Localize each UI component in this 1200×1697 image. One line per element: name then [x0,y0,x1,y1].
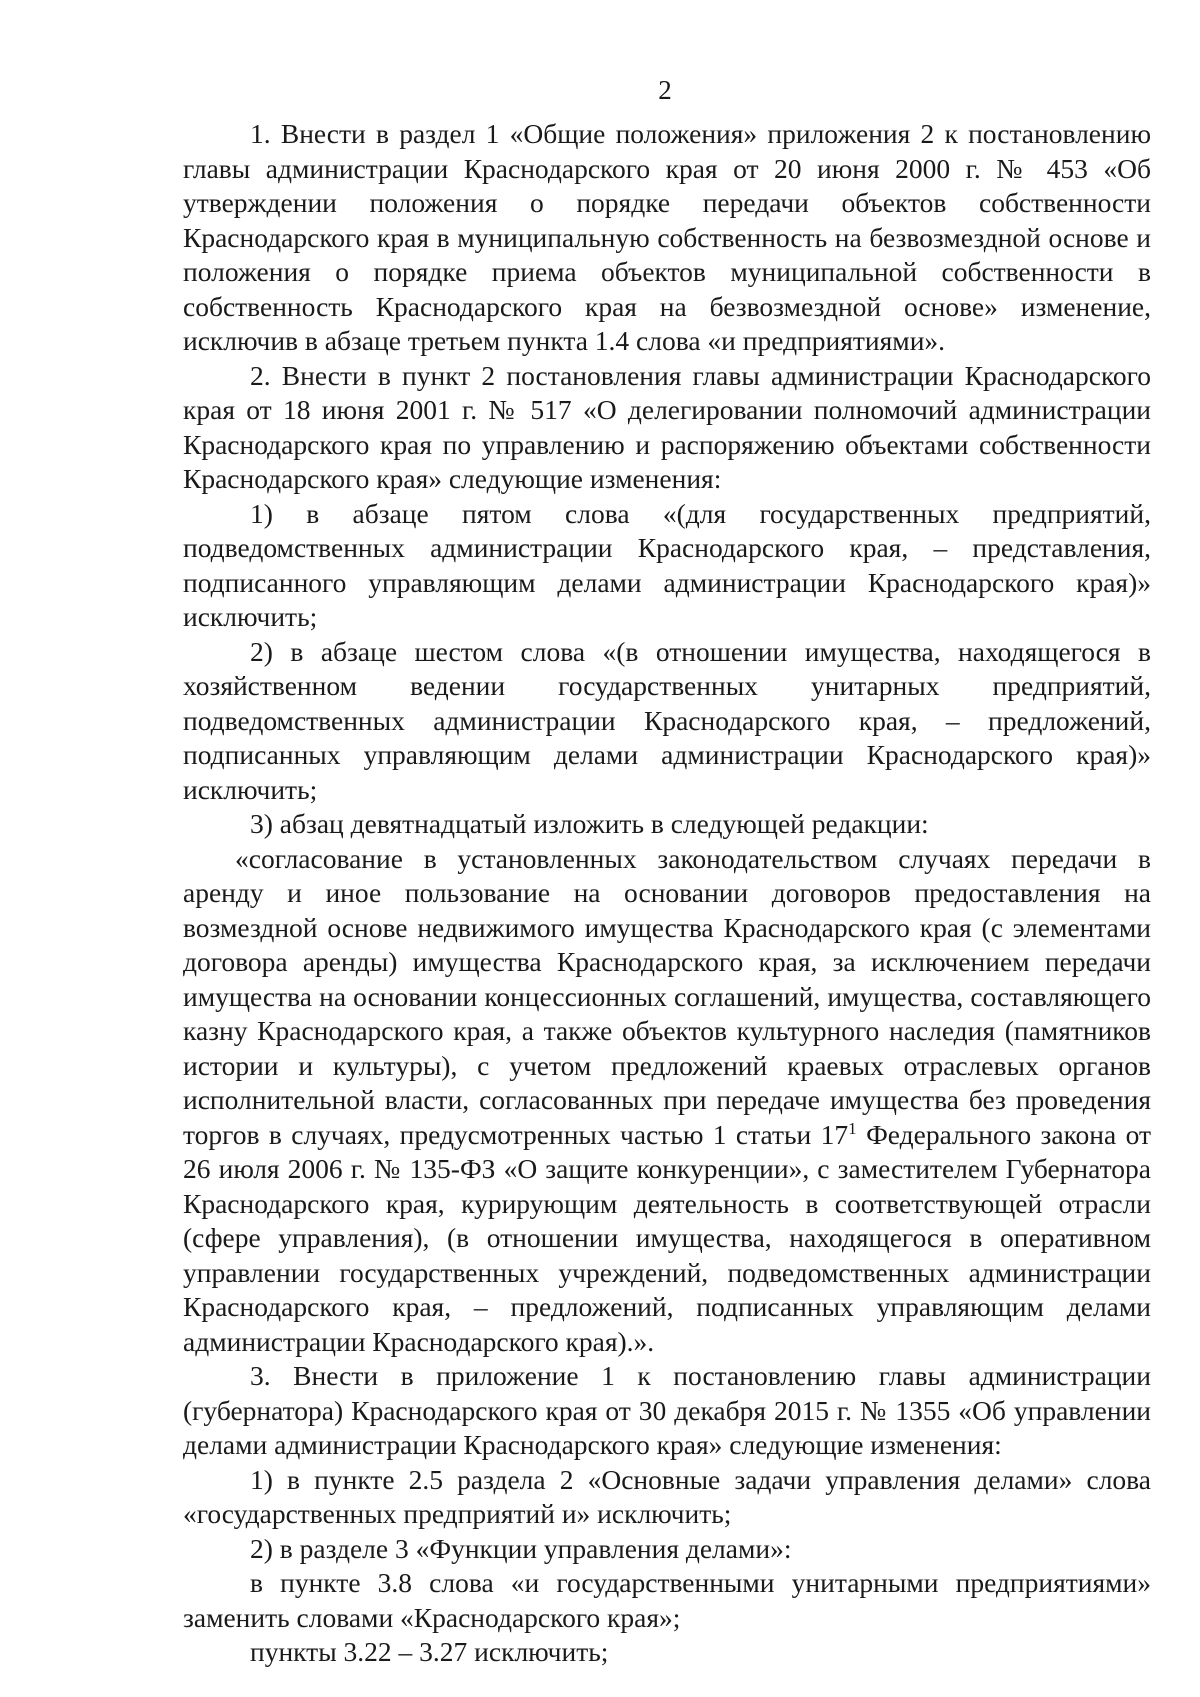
paragraph-2: 2. Внести в пункт 2 постановления главы администрации Краснодарского края от 18 июня 2001 г. № 517 «О делегировании полномочий администрации Краснодарского края по управлению и распоряжению объектами собственности Краснодарского края» следующие изменения: [183,359,1151,494]
paragraph-3-item-2: 2) в разделе 3 «Функции управления делами»: [250,1532,792,1564]
document-body [183,117,1151,1670]
paragraph-3-item-2-sub-1: в пункте 3.8 слова «и государственными унитарными предприятиями» заменить словами «Краснодарского края»; [183,1567,1151,1633]
paragraph-2-item-3: 3) абзац девятнадцатый изложить в следующей редакции: [250,808,929,839]
paragraph-2-item-2: 2) в абзаце шестом слова «(в отношении имущества, находящегося в хозяйственном ведении государственных унитарных предприятий, подведомственных администрации Краснодарского края, – предложений, подписанных управляющим делами администрации Краснодарского края)» исключить; [183,635,1151,805]
paragraph-3: 3. Внести в приложение 1 к постановлению главы администрации (губернатора) Краснодарского края от 30 декабря 2015 г. № 1355 «Об управлении делами администрации Краснодарского края» следующие изменения: [183,1360,1151,1460]
paragraph-3-item-1: 1) в пункте 2.5 раздела 2 «Основные задачи управления делами» слова «государственных предприятий и» исключить; [183,1463,1151,1529]
quoted-text-part-1: «согласование в установленных законодательством случаях передачи в аренду и иное пользование на основании договоров предоставления на возмездной основе недвижимого имущества Краснодарского края (с элементами договора аренды) имущества Краснодарского края, за исключением передачи имущества на основании концессионных соглашений, имущества, составляющего казну Краснодарского края, а также объектов культурного наследия (памятников истории и культуры), с учетом предложений краевых отраслевых органов исполнительной власти, согласованных при передаче имущества без проведения торгов в случаях, предусмотренных частью 1 статьи 17 [183,842,1151,1150]
paragraph-2-item-1: 1) в абзаце пятом слова «(для государственных предприятий, подведомственных администрации Краснодарского края, – представления, подписанного управляющим делами администрации Краснодарского края)» исключить; [183,497,1151,632]
paragraph-3-item-2-sub-2: пункты 3.22 – 3.27 исключить; [250,1636,609,1667]
quoted-new-text [183,842,1151,1360]
quoted-text-part-2: Федерального закона от 26 июля 2006 г. № 135-ФЗ «О защите конкуренции», с заместителем Губернатора Краснодарского края, курирующим деятельность в соответствующей отрасли (сфере управления), (в отношении имущества, находящегося в оперативном управлении государственных учреждений, подведомственных администрации Краснодарского края, – предложений, подписанных управляющим делами администрации Краснодарского края).». [183,1118,1151,1357]
page-number: 2 [658,75,672,105]
article-superscript: 1 [848,1118,857,1138]
paragraph-1: 1. Внести в раздел 1 «Общие положения» приложения 2 к постановлению главы администрации Краснодарского края от 20 июня 2000 г. № 453 «Об утверждении положения о порядке передачи объектов собственности Краснодарского края в муниципальную собственность на безвозмездной основе и положения о порядке приема объектов муниципальной собственности в собственность Краснодарского края на безвозмездной основе» изменение, исключив в абзаце третьем пункта 1.4 слова «и предприятиями». [183,118,1151,356]
